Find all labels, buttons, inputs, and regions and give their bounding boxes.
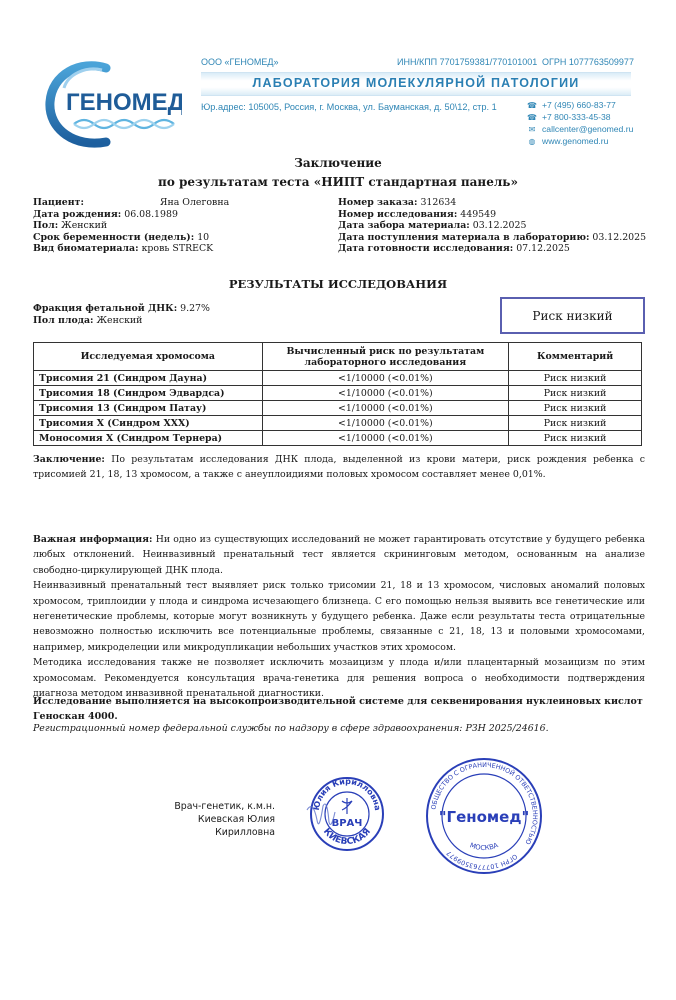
birth-date-row: Дата рождения: 06.08.1989: [33, 208, 178, 220]
col-header-risk: Вычисленный риск по результатам лабораторного исследования: [262, 343, 509, 371]
document-subtitle: по результатам теста «НИПТ стандартная панель»: [158, 175, 518, 189]
logo-icon: [40, 58, 182, 148]
fetal-sex-row: Пол плода: Женский: [33, 315, 143, 326]
patient-name: Яна Олеговна: [159, 197, 230, 208]
org-stamp-city-text: МОСКВА: [468, 841, 500, 853]
table-row: Трисомия 21 (Синдром Дауна) <1/10000 (<0.01%) Риск низкий: [34, 371, 642, 386]
doctor-stamp-top-text: Юлия Кирилловна: [311, 776, 383, 812]
phone-icon: ☎: [527, 112, 537, 122]
important-paragraph-3: Методика исследования также не позволяет исключить мозаицизм у плода и/или плацентарный мозаицизм по этим хромосомам. Рекомендуется консультация врача-генетика для решения вопроса о необходимости подтверждения диагноза методом инвазивной пренатальной диагностики.: [33, 657, 645, 700]
doctor-stamp-center-text: ВРАЧ: [331, 818, 363, 829]
important-info: [33, 532, 645, 701]
conclusion: [33, 452, 645, 482]
lab-name: ЛАБОРАТОРИЯ МОЛЕКУЛЯРНОЙ ПАТОЛОГИИ: [252, 76, 580, 90]
table-row: Трисомия 13 (Синдром Патау) <1/10000 (<0.01%) Риск низкий: [34, 401, 642, 416]
collection-date-row: Дата забора материала: 03.12.2025: [338, 220, 527, 232]
org-stamp-icon: [420, 756, 548, 876]
fetal-info: [33, 303, 210, 327]
mail-icon: ✉: [528, 124, 536, 134]
org-stamp-ogrn-text: ОГРН 1077763509977: [444, 848, 519, 872]
gestation-weeks: 10: [197, 231, 210, 243]
table-row: Трисомия X (Синдром XXX) <1/10000 (<0.01%) Риск низкий: [34, 416, 642, 431]
contact-email[interactable]: ✉ callcenter@genomed.ru: [526, 123, 633, 135]
order-number: 312634: [420, 197, 457, 208]
receipt-date-row: Дата поступления материала в лабораторию: 03.12.2025: [338, 231, 647, 243]
ready-date: 07.12.2025: [516, 243, 570, 255]
contact-website[interactable]: ◍ www.genomed.ru: [526, 135, 633, 147]
table-header-row: [34, 343, 642, 371]
col-header-chromosome: Исследуемая хромосома: [34, 343, 263, 371]
order-number-row: Номер заказа: 312634: [338, 197, 457, 208]
doctor-stamp-icon: [305, 770, 390, 855]
logo-text: ГЕНОМЕД: [66, 89, 182, 116]
globe-icon: ◍: [528, 136, 536, 146]
organization-stamp: [420, 756, 548, 876]
doctor-name: Киевская Юлия Кирилловна: [197, 814, 275, 838]
table-row: Трисомия 18 (Синдром Эдвардса) <1/10000 (<0.01%) Риск низкий: [34, 386, 642, 401]
fetal-fraction: 9.27%: [180, 303, 210, 314]
org-stamp-center-text: "Геномед": [438, 808, 530, 826]
lab-name-bar: [201, 72, 631, 96]
conclusion-text: По результатам исследования ДНК плода, выделенной из крови матери, риск рождения ребенка с трисомией 21, 18, 13 хромосом, а также с анеуплоидиями половых хромосом составляет менее 0,01%.: [33, 454, 645, 480]
table-row: Моносомия X (Синдром Тернера) <1/10000 (<0.01%) Риск низкий: [34, 431, 642, 446]
patient-info-right: [338, 197, 646, 255]
gestation-row: Срок беременности (недель): 10: [33, 231, 210, 243]
doctor-position: Врач-генетик, к.м.н.: [174, 801, 275, 812]
study-number-row: Номер исследования: 449549: [338, 208, 497, 220]
study-number: 449549: [460, 208, 497, 220]
sex-row: Пол: Женский: [33, 220, 108, 232]
patient-info-left: [33, 197, 229, 255]
important-paragraph-1: Важная информация: Ни одно из существующих исследований не может гарантировать отсутствие у будущего ребенка любых отклонений. Неинвазивный пренатальный тест является скрининговым методом, основанным на анализе свободно-циркулирующей ДНК плода.: [33, 534, 645, 576]
platform-note: Исследование выполняется на высокопроизводительной системе для секвенирования нуклеиновых кислот Геноскан 4000.: [33, 696, 643, 722]
inn-kpp: ИНН/КПП 7701759381/770101001: [397, 57, 538, 67]
biomaterial: кровь STRECK: [141, 243, 214, 255]
sex: Женский: [61, 220, 108, 232]
doctor-stamp-bottom-text: КИЕВСКАЯ: [320, 826, 374, 848]
col-header-comment: Комментарий: [509, 343, 642, 371]
legal-address: Юр.адрес: 105005, Россия, г. Москва, ул. Бауманская, д. 50\12, стр. 1: [201, 102, 497, 112]
ogrn: ОГРН 1077763509977: [542, 57, 634, 67]
genomed-logo: [40, 58, 182, 148]
birth-date: 06.08.1989: [124, 208, 178, 220]
org-name: ООО «ГЕНОМЕД»: [201, 57, 279, 67]
fetal-sex: Женский: [96, 315, 143, 326]
document-title: Заключение: [294, 156, 382, 170]
important-paragraph-2: Неинвазивный пренатальный тест выявляет риск только трисомии 21, 18 и 13 хромосом, числовых аномалий половых хромосом, триплоидии у плода и синдрома исчезающего близнеца. С его помощью нельзя выявить все генетические или негенетические проблемы, которые могут возникнуть у будущего ребенка. Даже если результаты теста отрицательные невозможно полностью исключить все потенциальные проблемы, связанные с 21, 18, 13 и половыми хромосомами, например, микроделеции или микродупликации небольших участков этих хромосом.: [33, 580, 645, 653]
phone-icon: ☎: [527, 100, 537, 110]
doctor-stamp: [305, 770, 390, 855]
results-title: РЕЗУЛЬТАТЫ ИССЛЕДОВАНИЯ: [228, 277, 448, 291]
biomaterial-row: Вид биоматериала: кровь STRECK: [33, 243, 214, 255]
contacts-list: [526, 99, 633, 147]
results-table: [33, 342, 642, 446]
receipt-date: 03.12.2025: [592, 231, 647, 243]
contact-phone-1[interactable]: ☎ +7 (495) 660-83-77: [527, 100, 616, 110]
svg-text:МОСКВА: [469, 841, 500, 852]
contact-phone-2[interactable]: ☎ +7 800-333-45-38: [527, 112, 611, 122]
overall-risk-badge: Риск низкий: [500, 297, 645, 334]
ready-date-row: Дата готовности исследования: 07.12.2025: [338, 243, 570, 255]
conclusion-label: Заключение:: [33, 454, 105, 465]
org-stamp-ring-text: ОБЩЕСТВО С ОГРАНИЧЕННОЙ ОТВЕТСТВЕННОСТЬЮ: [429, 760, 540, 846]
registration-number: Регистрационный номер федеральной службы по надзору в сфере здравоохранения: РЗН 2025/24616.: [33, 723, 549, 734]
patient-name-row: Пациент: Яна Олеговна: [33, 197, 230, 208]
collection-date: 03.12.2025: [472, 220, 527, 232]
fetal-fraction-row: Фракция фетальной ДНК: 9.27%: [33, 303, 210, 314]
doctor-signature-block: [140, 800, 275, 839]
